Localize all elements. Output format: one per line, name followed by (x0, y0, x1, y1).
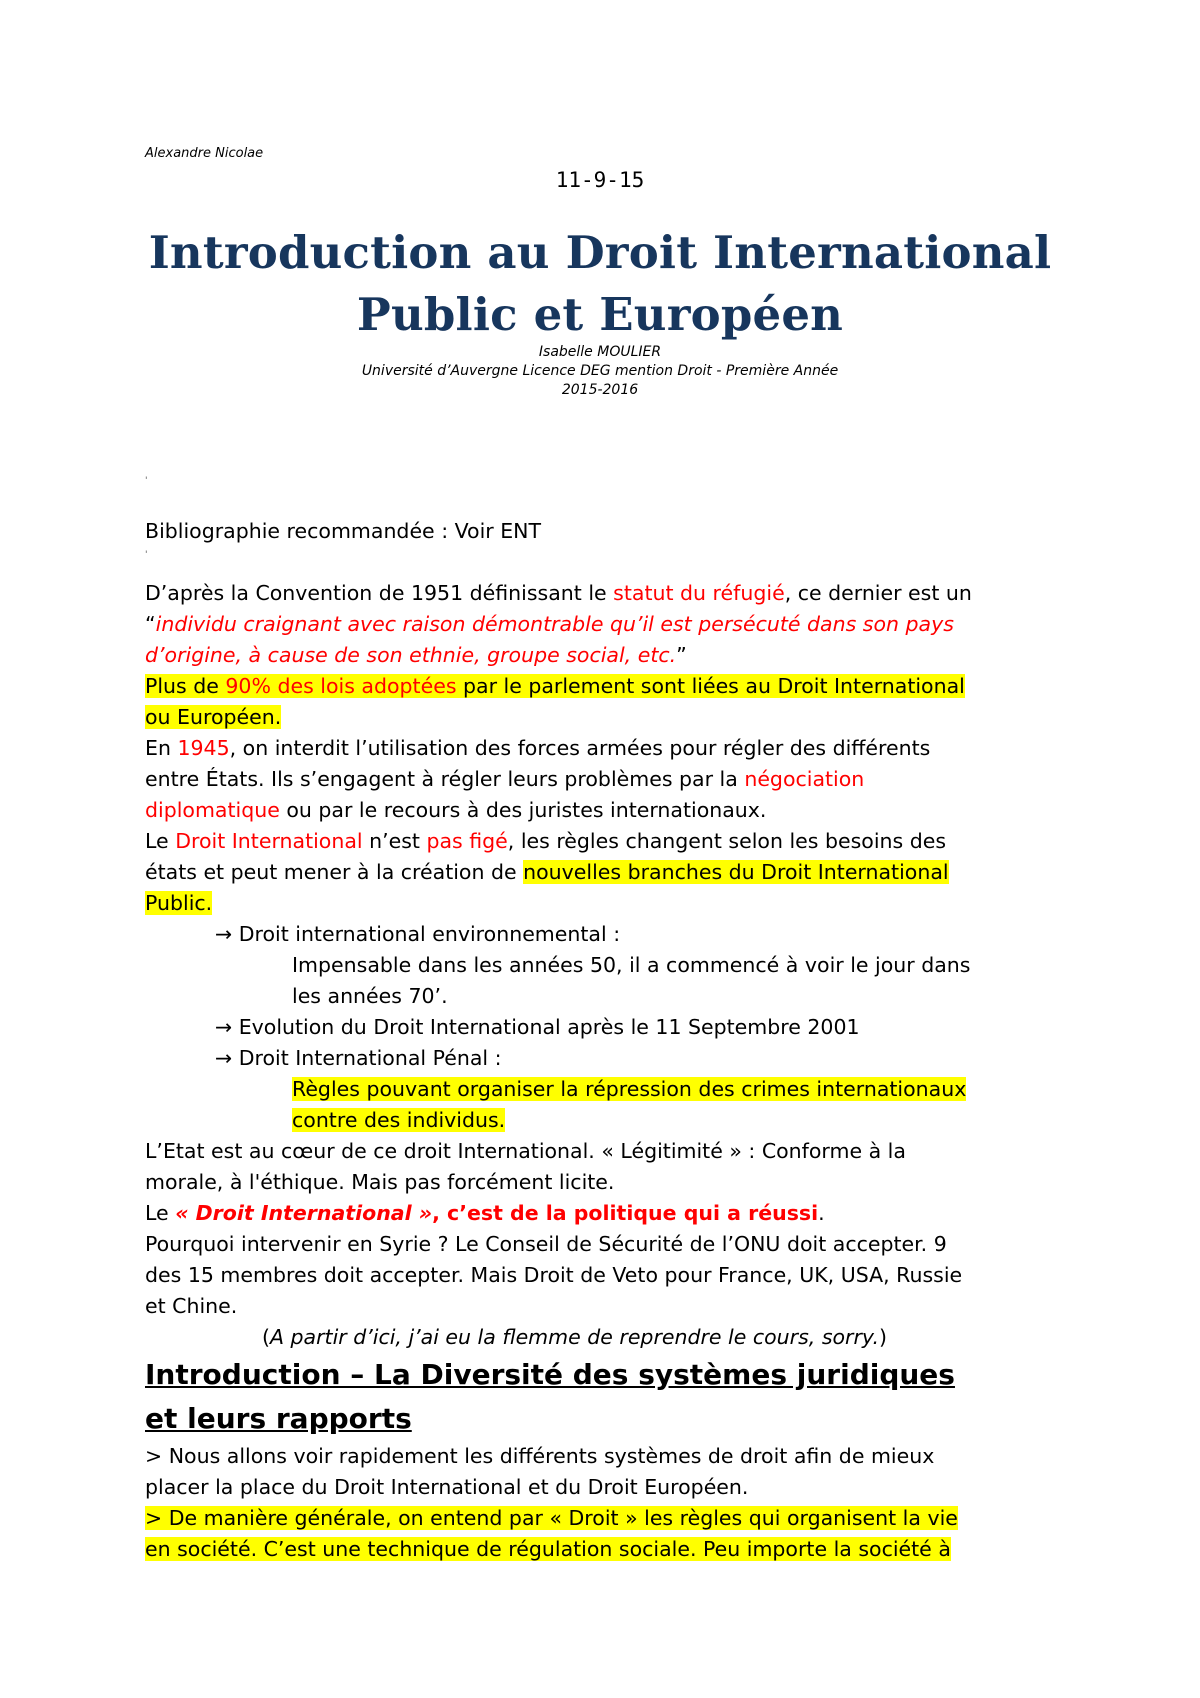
convention-line-1: D’après la Convention de 1951 définissant le statut du réfugié, ce dernier est un (145, 581, 972, 605)
branch-evolution: → Evolution du Droit International après le 11 Septembre 2001 (215, 1015, 860, 1039)
branch-environment-text-2: les années 70’. (292, 984, 448, 1008)
academic-year: 2015-2016 (561, 382, 639, 398)
1945-line-2: entre États. Ils s’engagent à régler leurs problèmes par la négociation (145, 767, 865, 791)
university-name: Université d’Auvergne Licence DEG mention Droit - Première Année (361, 363, 839, 379)
general-line-1: > De manière générale, on entend par « Droit » les règles qui organisent la vie (145, 1506, 958, 1530)
general-line-2: en société. C’est une technique de régulation sociale. Peu importe la société à (145, 1537, 951, 1561)
droit-line-2: états et peut mener à la création de nouvelles branches du Droit International (145, 860, 949, 884)
branch-environment-text-1: Impensable dans les années 50, il a commencé à voir le jour dans (292, 953, 971, 977)
convention-line-2: “individu craignant avec raison démontrable qu’il est persécuté dans son pays (145, 612, 954, 636)
paragraph-mark: ' (145, 550, 148, 560)
teacher-name: Isabelle MOULIER (538, 344, 662, 360)
etat-line-2: morale, à l'éthique. Mais pas forcément licite. (145, 1170, 615, 1194)
branch-penal-text-2: contre des individus. (292, 1108, 506, 1132)
droit-line-3: Public. (145, 891, 213, 915)
section-heading-line-1: Introduction – La Diversité des systèmes juridiques (145, 1358, 955, 1391)
intro-line-2: placer la place du Droit International et du Droit Européen. (145, 1475, 749, 1499)
document-title (0, 222, 1200, 346)
aside-note: (A partir d’ici, j’ai eu la flemme de reprendre le cours, sorry.) (262, 1325, 887, 1349)
politique-line: Le « Droit International », c’est de la politique qui a réussi. (145, 1201, 825, 1225)
branch-penal-text-1: Règles pouvant organiser la répression des crimes internationaux (292, 1077, 967, 1101)
syrie-line-3: et Chine. (145, 1294, 238, 1318)
1945-line-1: En 1945, on interdit l’utilisation des forces armées pour régler des différents (145, 736, 931, 760)
intro-line-1: > Nous allons voir rapidement les différents systèmes de droit afin de mieux (145, 1444, 935, 1468)
syrie-line-2: des 15 membres doit accepter. Mais Droit de Veto pour France, UK, USA, Russie (145, 1263, 963, 1287)
branch-environment-title: → Droit international environnemental : (215, 922, 621, 946)
droit-line-1: Le Droit International n’est pas figé, les règles changent selon les besoins des (145, 829, 947, 853)
branch-penal-title: → Droit International Pénal : (215, 1046, 502, 1070)
lois-line-2: ou Européen. (145, 705, 282, 729)
title-line-2: Public et Européen (356, 288, 844, 341)
document-body (145, 578, 1065, 1565)
etat-line-1: L’Etat est au cœur de ce droit International. « Légitimité » : Conforme à la (145, 1139, 906, 1163)
bibliography-line: Bibliographie recommandée : Voir ENT (145, 519, 542, 543)
lois-line-1: Plus de 90% des lois adoptées par le parlement sont liées au Droit International (145, 674, 965, 698)
paragraph-mark: ' (145, 476, 148, 486)
title-line-1: Introduction au Droit International (148, 226, 1052, 279)
author-name: Alexandre Nicolae (145, 146, 264, 161)
document-date: 11-9-15 (555, 168, 645, 192)
1945-line-3: diplomatique ou par le recours à des juristes internationaux. (145, 798, 767, 822)
syrie-line-1: Pourquoi intervenir en Syrie ? Le Conseil de Sécurité de l’ONU doit accepter. 9 (145, 1232, 947, 1256)
course-info (0, 343, 1200, 400)
convention-line-3: d’origine, à cause de son ethnie, groupe social, etc.” (145, 643, 687, 667)
section-heading-line-2: et leurs rapports (145, 1402, 412, 1435)
